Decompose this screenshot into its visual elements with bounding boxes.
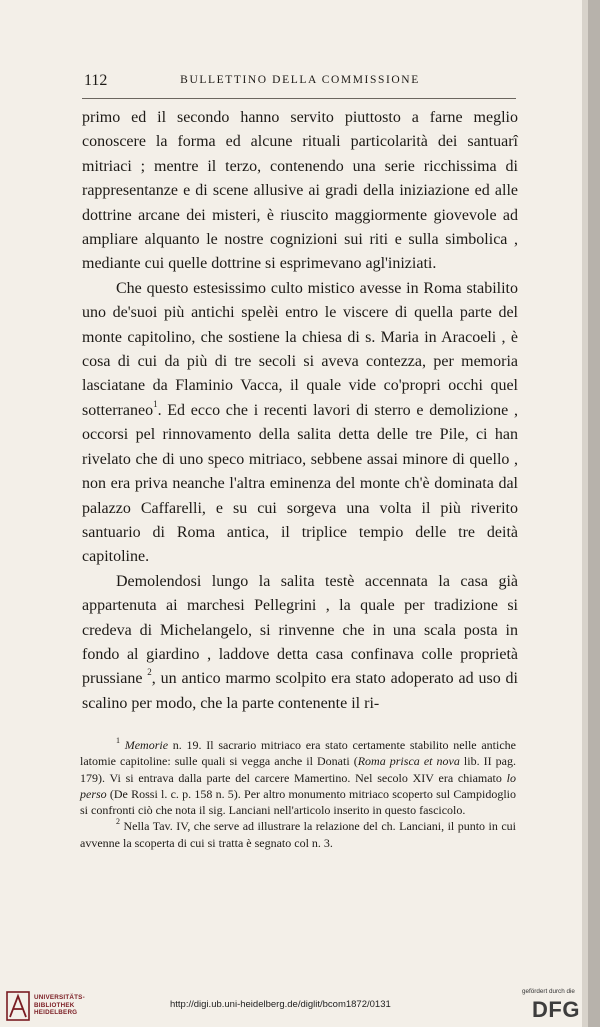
- paragraph-3-part-1: Demolendosi lungo la salita testè accennata la casa già appartenuta ai marchesi Pellegrini , la quale per tradizione si credeva di Michelangelo, si rinvenne che in una scala posta in fondo al giardino , laddove detta casa confinava colle proprietà prussiane: [82, 572, 518, 688]
- footnote-1-text-1: n. 19. Il sacrario mitriaco era stato certamente stabilito nelle antiche latomie capitoline: sulle quali si vegga anche il Donati (: [80, 738, 516, 769]
- footnote-1-text-2: lib. II pag. 179). Vi si entrava dalla parte del carcere Mamertino. Nel secolo XIV era chiamato: [80, 754, 516, 785]
- funded-by-label: gefördert durch die: [522, 988, 575, 995]
- footnote-ref-1: 1: [153, 398, 158, 409]
- book-edge: [588, 0, 600, 1027]
- footnote-1: [80, 737, 516, 818]
- footer-bar: [0, 984, 600, 1027]
- paragraph-1: primo ed il secondo hanno servito piuttosto a farne meglio conoscere la forma ed alcune rituali particolarità dei santuarî mitriaci ; mentre il terzo, contenendo una serie ricchissima di rappresentanze e di scene allusive ai gradi della iniziazione ed alle dottrine arcane dei misteri, è riuscito maggiormente giovevole ad ampliare alquanto le nostre cognizioni sui riti e sulla simbolica , mediante cui quelle dottrine si esprimevano agl'iniziati.: [82, 109, 518, 273]
- footnote-1-number: 1: [116, 736, 120, 745]
- library-name-line-3: HEIDELBERG: [34, 1009, 78, 1017]
- library-name-line-1: UNIVERSITÄTS-: [34, 994, 85, 1001]
- library-name-line-2: BIBLIOTHEK: [34, 1001, 75, 1009]
- footnote-1-italic-3: lo perso: [80, 770, 516, 801]
- page-header: [84, 72, 516, 94]
- paragraph-3: [82, 570, 518, 716]
- footnote-1-italic-2: Roma prisca et nova: [357, 754, 460, 769]
- footnote-ref-2: 2: [147, 667, 152, 678]
- running-head: BULLETTINO DELLA COMMISSIONE: [180, 74, 420, 86]
- footnote-2-text: Nella Tav. IV, che serve ad illustrare la relazione del ch. Lanciani, il punto in cui avvenne la scoperta di cui si tratta è segnato col n. 3.: [80, 819, 516, 850]
- dfg-logo: DFG: [532, 997, 580, 1022]
- footnotes: [80, 737, 516, 851]
- paragraph-2-part-2: . Ed ecco che i recenti lavori di sterro e demolizione , occorsi pel rinnovamento della salita detta delle tre Pile, ci han rivelato che di uno speco mitriaco, sebbene assai minore di quello , non era priva neanche l'altra eminenza del monte ch'è dominata dal palazzo Caffarelli, e su cui sorgeva una volta il più riverito santuario di Roma antica, il triplice tempio delle tre deità capitoline.: [82, 401, 518, 566]
- library-name: [34, 994, 85, 1017]
- digital-copy-link[interactable]: http://digi.ub.uni-heidelberg.de/diglit/bcom1872/0131: [170, 999, 391, 1010]
- footnote-2-number: 2: [116, 817, 120, 827]
- page-number: 112: [84, 72, 108, 89]
- paragraph-3-part-2: , un antico marmo scolpito era stato adoperato ad uso di scalino per modo, che la parte contenente il ri-: [82, 670, 518, 712]
- footnote-1-text-3: (De Rossi l. c. p. 158 n. 5). Per altro monumento mitriaco scoperto sul Campidoglio si confronti ciò che nota il sig. Lanciani nell'articolo inserito in questo fascicolo.: [80, 786, 516, 818]
- footnote-1-italic-1: Memorie: [124, 738, 169, 752]
- paragraph-2: [82, 277, 518, 570]
- paragraph-2-part-1: Che questo estesissimo culto mistico avesse in Roma stabilito uno de'suoi più antichi spelèi entro le viscere di quella parte del monte capitolino, che sostiene la chiesa di s. Maria in Aracoeli , è cosa di cui da più di tre secoli si aveva contezza, per memoria lasciatane da Flaminio Vacca, il quale vide co'propri occhi quel sotterraneo: [82, 279, 518, 419]
- footnote-2: [80, 818, 516, 851]
- header-rule: [82, 98, 516, 99]
- main-text: [82, 106, 518, 716]
- university-library-logo-icon: [6, 990, 30, 1022]
